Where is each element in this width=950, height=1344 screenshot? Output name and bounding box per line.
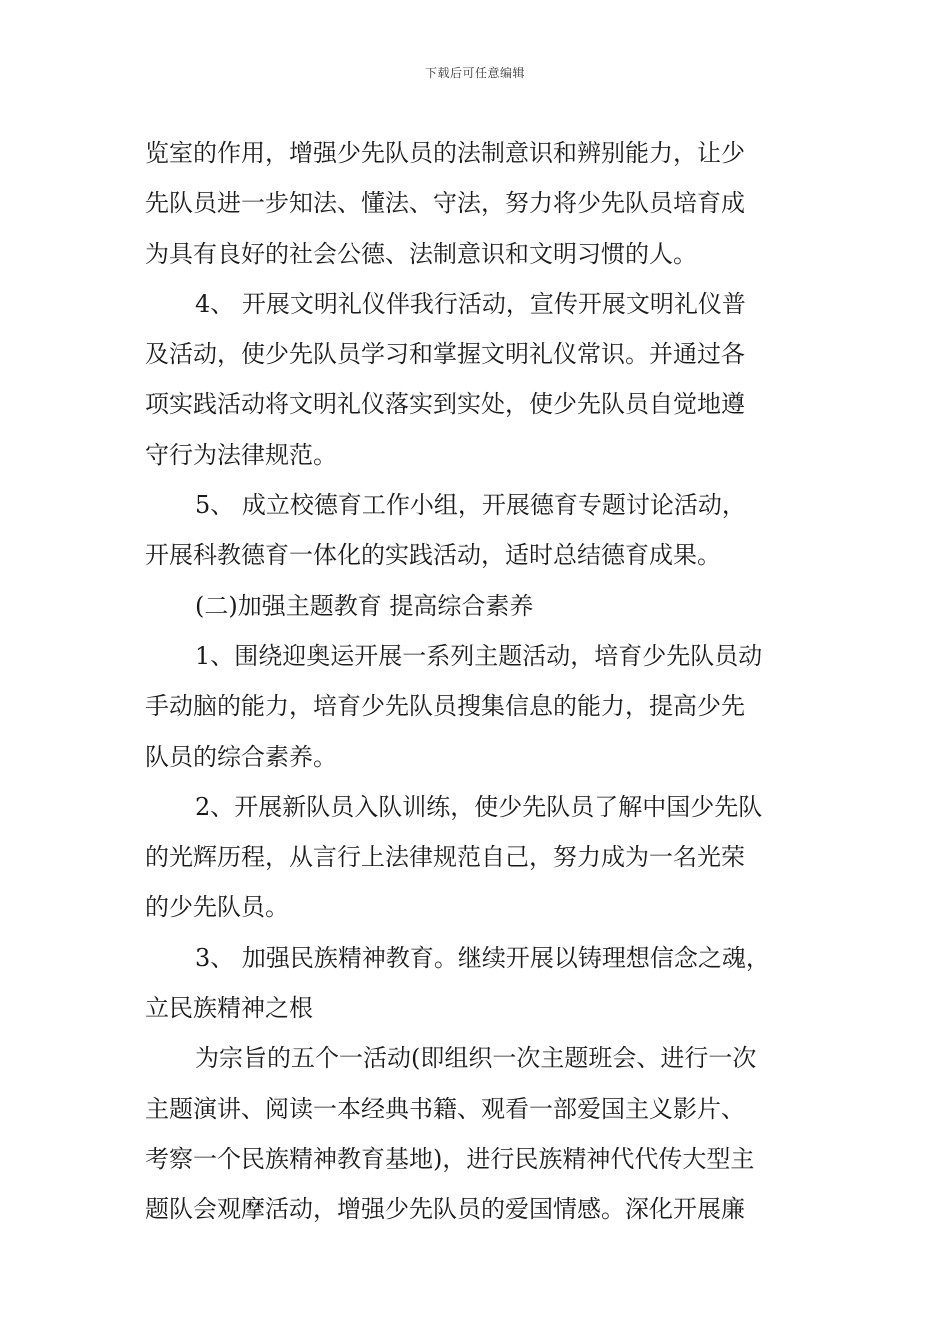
text-line: 考察一个民族精神教育基地)，进行民族精神代代传大型主 (145, 1144, 755, 1173)
text-line: 4、 开展文明礼仪伴我行活动，宣传开展文明礼仪普 (195, 289, 746, 318)
text-line: 手动脑的能力，培育少先队员搜集信息的能力，提高少先 (145, 692, 745, 721)
text-line: 守行为法律规范。 (145, 440, 337, 469)
text-line: 1、围绕迎奥运开展一系列主题活动，培育少先队员动 (195, 641, 763, 670)
section-heading: (二)加强主题教育 提高综合素养 (195, 591, 534, 620)
text-line: 3、 加强民族精神教育。继续开展以铸理想信念之魂， (195, 943, 770, 972)
text-line: 的少先队员。 (145, 893, 289, 922)
page-header: 下载后可任意编辑 (424, 66, 525, 80)
text-line: 5、 成立校德育工作小组，开展德育专题讨论活动， (195, 491, 746, 520)
text-line: 为宗旨的五个一活动(即组织一次主题班会、进行一次 (195, 1044, 757, 1073)
text-line: 立民族精神之根 (145, 994, 313, 1023)
text-line: 先队员进一步知法、懂法、守法，努力将少先队员培育成 (145, 189, 745, 218)
text-line: 为具有良好的社会公德、法制意识和文明习惯的人。 (145, 239, 697, 268)
text-line: 的光辉历程，从言行上法律规范自己，努力成为一名光荣 (145, 843, 745, 872)
text-line: 及活动，使少先队员学习和掌握文明礼仪常识。并通过各 (145, 340, 745, 369)
text-line: 览室的作用，增强少先队员的法制意识和辨别能力，让少 (145, 139, 745, 167)
text-line: 项实践活动将文明礼仪落实到实处，使少先队员自觉地遵 (145, 390, 745, 419)
document-body (145, 128, 810, 1235)
text-line: 题队会观摩活动，增强少先队员的爱国情感。深化开展廉 (145, 1195, 745, 1224)
text-line: 队员的综合素养。 (145, 742, 337, 771)
text-line: 2、开展新队员入队训练，使少先队员了解中国少先队 (195, 792, 763, 821)
text-line: 开展科教德育一体化的实践活动，适时总结德育成果。 (145, 541, 721, 570)
text-line: 主题演讲、阅读一本经典书籍、观看一部爱国主义影片、 (145, 1094, 745, 1123)
